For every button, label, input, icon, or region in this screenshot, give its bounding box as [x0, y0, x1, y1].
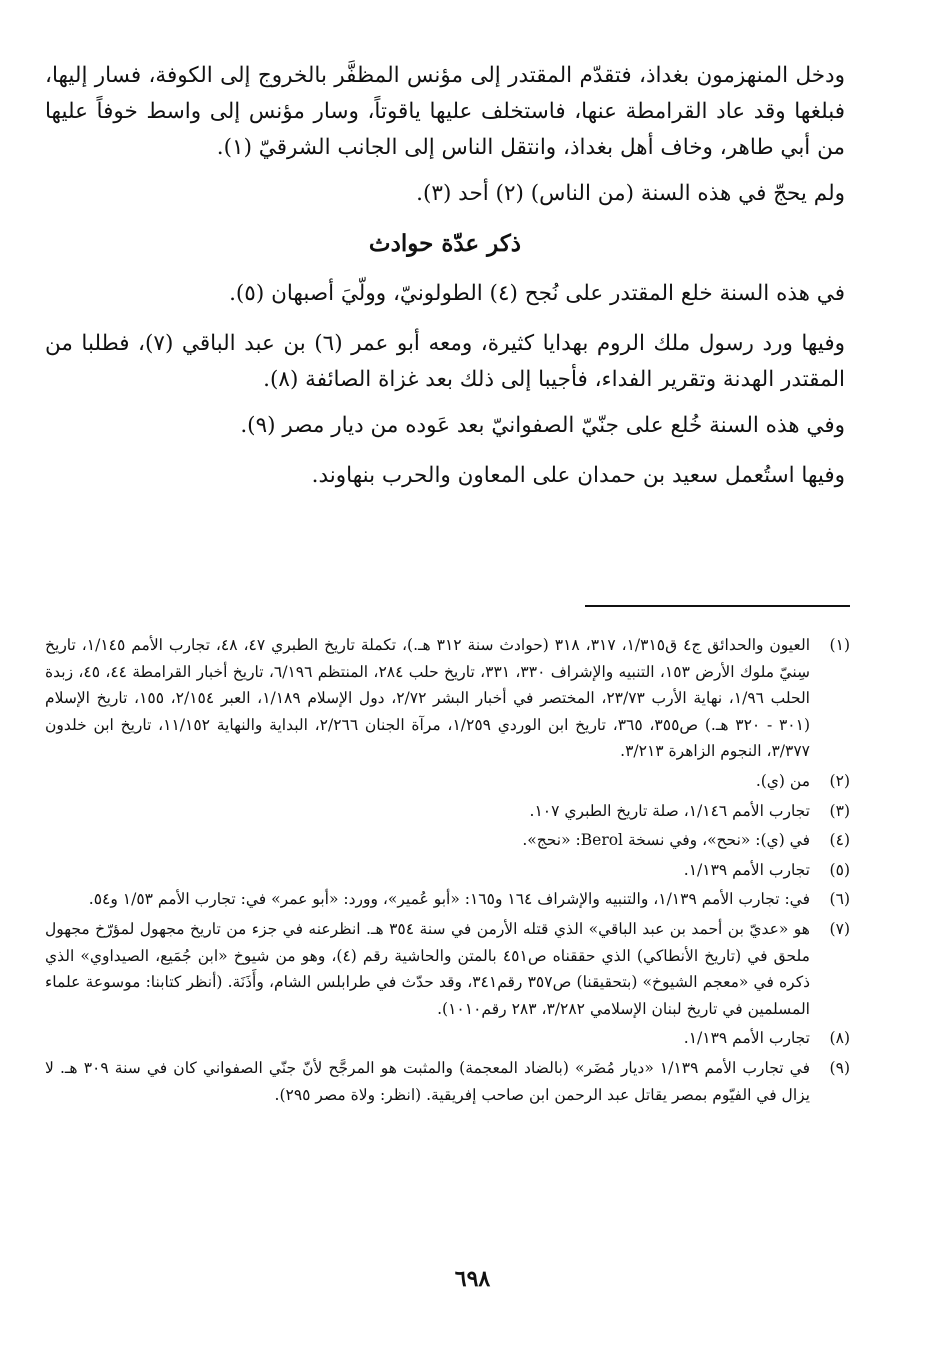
footnote-number: (٩) — [829, 1058, 850, 1077]
paragraph: ودخل المنهزمون بغداذ، فتقدّم المقتدر إلى مؤنس المظفَّر بالخروج إلى الكوفة، فسار إليها، فبلغها وقد عاد القرامطة عنها، فاستخلف عليها ياقوتاً، وسار مؤنس إلى واسط خوفاً عليها من أبي طاهر، وخاف أهل بغداذ، وانتقل الناس إلى الجانب الشرقيّ (١). — [45, 63, 845, 160]
section-heading: ذكر عدّة حوادث — [368, 230, 522, 257]
footnote-number: (١) — [829, 636, 850, 654]
paragraph: وفيها ورد رسول ملك الروم بهدايا كثيرة، ومعه أبو عمر (٦) بن عبد الباقي (٧)، فطلبا من المقتدر الهدنة وتقرير الفداء، فأجيبا إلى ذلك بعد غزاة الصائفة (٨). — [45, 331, 845, 392]
footnote-number: (٤) — [829, 831, 850, 850]
paragraph: وفي هذه السنة خُلع على جنّيّ الصفوانيّ بعد عَوده من ديار مصر (٩). — [240, 413, 845, 438]
footnote-number: (٣) — [829, 801, 850, 820]
footnote-text: تجارب الأمم ١/١٤٦، صلة تاريخ الطبري ١٠٧. — [529, 801, 810, 820]
footnote — [45, 1055, 850, 1108]
footnote-text: تجارب الأمم ١/١٣٩. — [683, 1029, 810, 1048]
footnote-number: (٨) — [829, 1029, 850, 1048]
footnote-number: (٥) — [829, 860, 850, 879]
footnote — [45, 916, 850, 1022]
footnote-text: هو «عديّ بن أحمد بن عبد الباقي» الذي قتله الأرمن في سنة ٣٥٤ هـ. انظرعنه في جزء من تاريخ مجهول لمؤرّخ مجهول ملحق في (تاريخ الأنطاكي) الذي حققناه ص٤٥١ بالمتن والحاشية رقم (٤)، وهو من شيوخ «ابن جُمَيع، الصيداوي» الذي ذكره في «معجم الشيوخ» (بتحقيقنا) ص٣٥٧ رقم٣٤١، وقد حدّث في طرابلس الشام، وأَذَنَة. (أنظر كتابنا: موسوعة علماء المسلمين في تاريخ لبنان الإسلامي ٣/٢٨٢، ٢٨٣ رقم١٠١٠). — [45, 919, 811, 1018]
paragraph: في هذه السنة خلع المقتدر على نُجح (٤) الطولونيّ، وولّيَ أصبهان (٥). — [229, 281, 845, 306]
main-text — [45, 58, 845, 508]
footnote-text: العيون والحدائق ج٤ ق١/٣١٥، ٣١٧، ٣١٨ (حوادث سنة ٣١٢ هـ.)، تكملة تاريخ الطبري ٤٧، ٤٨، تجارب الأمم ١/١٤٥، تاريخ سِنيّ ملوك الأرض ١٥٣، التنبيه والإشراف ٣٣٠، ٣٣١، تاريخ حلب ٢٨٤، المنتظم ٦/١٩٦، تاريخ أخبار القرامطة ٤٤، ٤٥، زبدة الحلب ١/٩٦، نهاية الأرب ٢٣/٧٣، المختصر في أخبار البشر ٢/٧٢، دول الإسلام ١/١٨٩، العبر ٢/١٥٤، ١٥٥، تاريخ الإسلام (٣٠١ - ٣٢٠ هـ.) ص٣٥٥، ٣٦٥، تاريخ ابن الوردي ١/٢٥٩، مرآة الجنان ٢/٢٦٦، البداية والنهاية ١١/١٥٢، تاريخ ابن خلدون ٣/٣٧٧، النجوم الزاهرة ٣/٢١٣. — [45, 636, 810, 761]
footnote — [45, 857, 850, 884]
footnote — [45, 1025, 850, 1052]
paragraph: وفيها استُعمل سعيد بن حمدان على المعاون والحرب بنهاوند. — [311, 463, 845, 488]
footnote-text: في تجارب الأمم ١/١٣٩ «ديار مُضَر» (بالضاد المعجمة) والمثبت هو المرجَّح لأنّ جنّي الصفواني كان في سنة ٣٠٩ هـ. لا يزال في الفيّوم بمصر يقاتل عبد الرحمن ابن صاحب إفريقية. (انظر: ولاة مصر ٢٩٥). — [45, 1058, 810, 1104]
footnotes — [45, 632, 850, 1111]
footnote-text: في (ي): «نحح»، وفي نسخة Berol: «نحج». — [522, 831, 810, 850]
paragraph: ولم يحجّ في هذه السنة (من الناس) (٢) أحد (٣). — [416, 181, 845, 206]
footnote — [45, 768, 850, 795]
footnote — [45, 827, 850, 854]
footnote-number: (٢) — [829, 771, 850, 790]
footnote-number: (٧) — [829, 919, 850, 938]
footnote-text: من (ي). — [755, 771, 810, 790]
footnote — [45, 886, 850, 913]
footnote — [45, 798, 850, 825]
footnote — [45, 632, 850, 765]
footnote-number: (٦) — [829, 890, 850, 909]
footnote-text: في: تجارب الأمم ١/١٣٩، والتنبيه والإشراف ١٦٤ و١٦٥: «أبو عُمير»، وورد: «أبو عمر» في: تجارب الأمم ١/٥٣ و٥٤. — [88, 890, 810, 909]
footnote-divider — [585, 605, 850, 607]
footnote-text: تجارب الأمم ١/١٣٩. — [683, 860, 810, 879]
page-number: ٦٩٨ — [454, 1266, 491, 1292]
